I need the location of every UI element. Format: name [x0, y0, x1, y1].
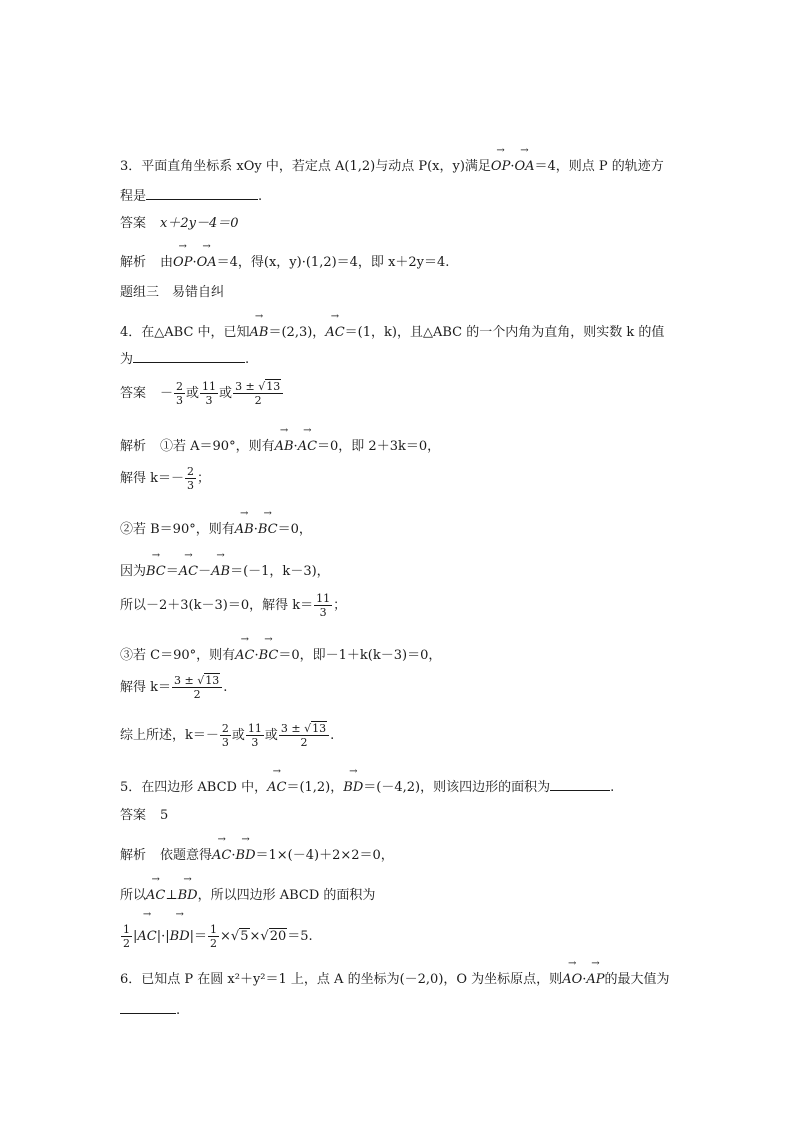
- sqrt: √13: [258, 380, 281, 393]
- q6-stem-line2: .: [120, 1001, 180, 1021]
- q5-stem: 5．在四边形 ABCD 中，→ AC＝(1,2)，→ BD＝(－4,2)，则该四边形的面积为 .: [120, 772, 614, 798]
- vector-ac: → AC: [179, 556, 198, 582]
- q4-solution-5: 所以－2＋3(k－3)＝0，解得 k＝ $\frac{11}{3}$ ；: [120, 592, 347, 619]
- vector-op: → OP: [491, 151, 510, 177]
- sqrt: √13: [304, 722, 327, 735]
- answer-blank: [133, 350, 245, 363]
- vector-oa: → OA: [197, 247, 217, 273]
- vector-ab: → AB: [275, 431, 294, 457]
- q3-solution: 解析 由→ OP·→ OA＝4，得(x，y)·(1,2)＝4，即 x＋2y＝4.: [120, 247, 449, 273]
- vector-ao: → AO: [562, 964, 582, 990]
- q4-solution-8: 综上所述，k＝－ $\frac{2}{3}$ 或 $\frac{11}{3}$ 或 $\frac{3 \pm √13}{2}$ .: [120, 722, 335, 749]
- vector-oa: → OA: [514, 151, 534, 177]
- fraction: $\frac{1}{2}$: [123, 923, 130, 950]
- vector-ac: → AC: [146, 880, 165, 906]
- q4-solution-1: 解析 ①若 A＝90°，则有→ AB·→ AC＝0，即 2＋3k＝0，: [120, 431, 440, 457]
- vector-bd: → BD: [170, 915, 190, 953]
- q4-solution-7: 解得 k＝ $\frac{3 \pm √13}{2}$ .: [120, 674, 228, 701]
- solution-label: 解析: [120, 439, 147, 454]
- vector-ac: → AC: [298, 431, 317, 457]
- vector-ac: → AC: [325, 317, 344, 343]
- q4-solution-2: 解得 k＝－ $\frac{2}{3}$ ；: [120, 465, 211, 492]
- fraction: $\frac{11}{3}$: [247, 722, 262, 749]
- sqrt: √20: [260, 929, 287, 944]
- q4-stem-line1: 4．在△ABC 中，已知→ AB＝(2,3)，→ AC＝(1，k)，且△ABC 的一个内角为直角，则实数 k 的值: [120, 317, 664, 343]
- vector-ab: → AB: [235, 514, 254, 540]
- vector-ac: → AC: [137, 915, 156, 953]
- fraction: $\frac{3 \pm √13}{2}$: [172, 674, 222, 701]
- fraction: $\frac{11}{3}$: [316, 592, 331, 619]
- vector-ac: → AC: [235, 640, 254, 666]
- q4-solution-4: 因为→ BC＝→ AC－→ AB＝(－1，k－3)，: [120, 556, 330, 582]
- vector-op: → OP: [173, 247, 192, 273]
- vector-bc: → BC: [258, 514, 278, 540]
- answer-label: 答案: [120, 216, 147, 231]
- fraction: $\frac{11}{3}$: [202, 380, 217, 407]
- q4-answer: 答案 － $\frac{2}{3}$ 或 $\frac{11}{3}$ 或 $\frac{3 \pm √13}{2}$: [120, 378, 284, 410]
- q5-answer: 答案 5: [120, 808, 169, 823]
- solution-label: 解析: [120, 255, 147, 270]
- vector-bd: → BD: [236, 840, 256, 866]
- solution-label: 解析: [120, 848, 147, 863]
- answer-label: 答案: [120, 386, 147, 401]
- answer-blank: [120, 1001, 176, 1014]
- q3-stem-line2: 程是 .: [120, 189, 263, 204]
- fraction: $\frac{3 \pm √13}{2}$: [233, 380, 283, 407]
- fraction: $\frac{3 \pm √13}{2}$: [279, 722, 329, 749]
- answer-blank: [550, 778, 610, 791]
- sqrt: √13: [197, 674, 220, 687]
- vector-ab: → AB: [250, 317, 269, 343]
- vector-ab: → AB: [211, 556, 230, 582]
- q3-answer: 答案 x＋2y－4＝0: [120, 216, 239, 231]
- q4-solution-6: ③若 C＝90°，则有→ AC·→ BC＝0，即－1＋k(k－3)＝0，: [120, 640, 441, 666]
- answer-blank: [146, 187, 258, 200]
- answer-label: 答案: [120, 808, 147, 823]
- fraction: $\frac{1}{2}$: [210, 923, 218, 950]
- sqrt: √5: [230, 929, 249, 944]
- vector-bd: → BD: [178, 880, 198, 906]
- q6-stem-line1: 6．已知点 P 在圆 x²＋y²＝1 上，点 A 的坐标为(－2,0)，O 为坐标原点，则→ AO·→ AP的最大值为: [120, 964, 670, 990]
- vector-bc: → BC: [259, 640, 279, 666]
- vector-ac: → AC: [212, 840, 231, 866]
- fraction: $\frac{2}{3}$: [221, 722, 229, 749]
- q5-solution-3: $\frac{1}{2}$ |→ AC|·|→ BD|＝ $\frac{1}{2}$ ×√5×√20＝5.: [120, 915, 313, 953]
- vector-ap: → AP: [586, 964, 604, 990]
- group-heading: 题组三 易错自纠: [120, 285, 225, 300]
- vector-bd: → BD: [343, 772, 363, 798]
- fraction: $\frac{2}{3}$: [176, 380, 184, 407]
- q4-solution-3: ②若 B＝90°，则有→ AB·→ BC＝0，: [120, 514, 312, 540]
- q4-stem-line2: 为 .: [120, 352, 250, 367]
- q5-solution-1: 解析 依题意得→ AC·→ BD＝1×(－4)＋2×2＝0，: [120, 840, 394, 866]
- fraction: $\frac{2}{3}$: [187, 465, 195, 492]
- vector-ac: → AC: [267, 772, 286, 798]
- vector-bc: → BC: [146, 556, 166, 582]
- q5-solution-2: 所以→ AC⊥→ BD，所以四边形 ABCD 的面积为: [120, 880, 375, 906]
- q3-stem-line1: 3．平面直角坐标系 xOy 中，若定点 A(1,2)与动点 P(x，y)满足→ OP·→ OA＝4，则点 P 的轨迹方: [120, 151, 664, 177]
